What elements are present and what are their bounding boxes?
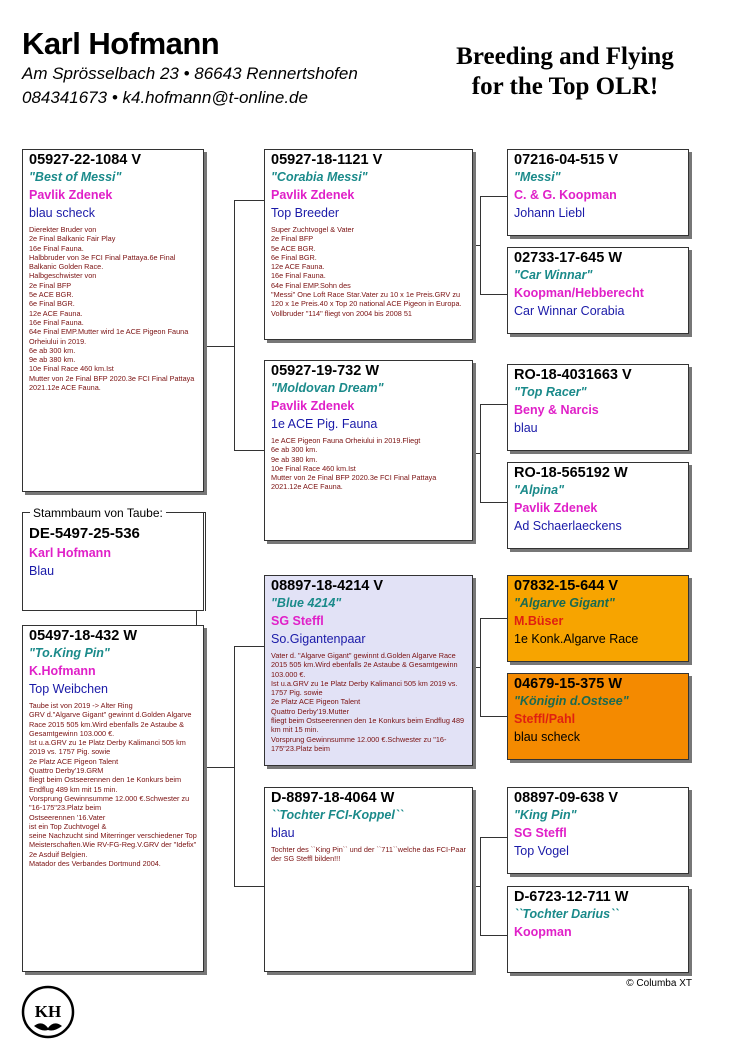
sire-sire-card	[264, 149, 473, 340]
slogan-line-1: Breeding and Flying	[456, 43, 674, 70]
connector	[203, 346, 235, 347]
ddd-breeder: Koopman	[514, 925, 572, 939]
sire-sire-color: Top Breeder	[271, 206, 340, 220]
connector	[205, 512, 206, 611]
sire-color: blau scheck	[29, 206, 96, 220]
ssd-ring: 02733-17-645 W	[514, 250, 623, 266]
ddd-ring: D-6723-12-711 W	[514, 889, 629, 905]
connector	[473, 886, 481, 887]
sds-name: "Top Racer"	[514, 385, 587, 399]
dam-color: Top Weibchen	[29, 682, 108, 696]
sire-sire-ring: 05927-18-1121 V	[271, 152, 383, 168]
dds-name: "King Pin"	[514, 808, 577, 822]
dam-dam-notes: Tochter des ``King Pin`` und der ``711``welche das FCI-Paar der SG Steffl bilden!!!	[271, 845, 466, 864]
dsd-card	[507, 673, 689, 760]
sire-dam-color: 1e ACE Pig. Fauna	[271, 417, 378, 431]
dam-ring: 05497-18-432 W	[29, 628, 138, 644]
owner-contact: 084341673 • k4.hofmann@t-online.de	[22, 88, 308, 107]
dsd-color: blau scheck	[514, 730, 581, 744]
sds-ring: RO-18-4031663 V	[514, 367, 632, 383]
sire-name: "Best of Messi"	[29, 170, 122, 184]
owner-address: Am Sprösselbach 23 • 86643 Rennertshofen	[22, 64, 358, 83]
sire-sire-notes: Super Zuchtvogel & Vater 2e Final BFP 5e ACE BGR. 6e Final BGR. 12e ACE Fauna. 16e Final Fauna. 64e Final EMP.Sohn des "Messi" One Loft Race Star.Vater zu 10 x 1e Preis.GRV zu 120 x 1e Preis.40 x Top 20 national ACE Pigeon in Europa. Vollbruder "114" fliegt von 2004 bis 2008 51	[271, 225, 462, 318]
connector	[480, 294, 507, 295]
dss-name: "Algarve Gigant"	[514, 596, 615, 610]
sire-sire-name: "Corabia Messi"	[271, 170, 368, 184]
dam-sire-ring: 08897-18-4214 V	[271, 578, 384, 594]
connector	[234, 886, 264, 887]
connector	[473, 245, 481, 246]
dam-notes: Taube ist von 2019 -> Alter Ring GRV d."Algarve Gigant" gewinnt d.Golden Algarve Race 2015 505 km.Wird ebenfalls 2e Astaube & Gesamtgewinn 103.000 €. Ist u.a.GRV zu 1e Platz Derby Kalimanci 505 km 2019 vs. 1757 Pig. sowie 2e Platz ACE Pigeon Talent Quattro Derby'19.GRM fliegt beim Ostseerennen den 1e Konkurs beim Endflug 489 km mit 15 min. Vorsprung Gewinnsumme 12.000 €.Schwester zu "16-175"23.Platz beim Ostseerennen '16.Vater ist ein Top Zuchtvogel & seine Nachzucht sind Miterringer verschiedener Top Meisterschaften.Wie RV-FG-Reg.V.GRV der "Idefix" 2e Asduif Belgien. Matador des Verbandes Dortmund 2004.	[29, 701, 197, 869]
dss-ring: 07832-15-644 V	[514, 578, 618, 594]
sire-dam-notes: 1e ACE Pigeon Fauna Orheiului in 2019.Fliegt 6e ab 300 km. 9e ab 380 km. 10e Final Race 460 km.Ist Mutter von 2e Final BFP 2020.3e FCI Final Pattaya 2021.12e ACE Fauna.	[271, 436, 437, 492]
sss-name: "Messi"	[514, 170, 561, 184]
sire-dam-card	[264, 360, 473, 541]
connector	[480, 404, 507, 405]
connector	[480, 935, 507, 936]
ssd-card	[507, 247, 689, 334]
sdd-breeder: Pavlik Zdenek	[514, 501, 598, 515]
sss-color: Johann Liebl	[514, 206, 585, 220]
dam-sire-card	[264, 575, 473, 766]
dam-dam-ring: D-8897-18-4064 W	[271, 790, 395, 806]
dss-color: 1e Konk.Algarve Race	[514, 632, 639, 646]
sss-ring: 07216-04-515 V	[514, 152, 618, 168]
subject-ring: DE-5497-25-536	[29, 525, 140, 542]
sire-dam-ring: 05927-19-732 W	[271, 363, 380, 379]
logo-text: KH	[34, 1002, 62, 1021]
dss-breeder: M.Büser	[514, 614, 564, 628]
sss-card	[507, 149, 689, 236]
dam-dam-color: blau	[271, 826, 295, 840]
sdd-name: "Alpina"	[514, 483, 565, 497]
connector	[480, 502, 507, 503]
dsd-breeder: Steffl/Pahl	[514, 712, 576, 726]
ddd-name: ``Tochter Darius``	[514, 907, 619, 921]
ssd-breeder: Koopman/Hebberecht	[514, 286, 644, 300]
connector	[234, 646, 235, 886]
ssd-color: Car Winnar Corabia	[514, 304, 625, 318]
sds-card	[507, 364, 689, 451]
dam-sire-name: "Blue 4214"	[271, 596, 342, 610]
subject-label: Stammbaum von Taube:	[30, 506, 166, 520]
sdd-card	[507, 462, 689, 549]
sds-breeder: Beny & Narcis	[514, 403, 599, 417]
sds-color: blau	[514, 421, 538, 435]
kh-logo-icon	[20, 984, 76, 1040]
sdd-color: Ad Schaerlaeckens	[514, 519, 622, 533]
sire-ring: 05927-22-1084 V	[29, 152, 142, 168]
sire-dam-breeder: Pavlik Zdenek	[271, 399, 355, 413]
dds-color: Top Vogel	[514, 844, 569, 858]
sire-notes: Dierekter Bruder von 2e Final Balkanic Fair Play 16e Final Fauna. Halbbruder von 3e FCI Final Pattaya.6e Final Balkanic Golden Race. Halbgeschwister von 2e Final BFP 5e ACE BGR. 6e Final BGR. 12e ACE Fauna. 16e Final Fauna. 64e Final EMP.Mutter wird 1e ACE Pigeon Fauna Orheiului in 2019. 6e ab 300 km. 9e ab 380 km. 10e Final Race 460 km.Ist Mutter von 2e Final BFP 2020.3e FCI Final Pattaya 2021.12e ACE Fauna.	[29, 225, 195, 393]
sire-breeder: Pavlik Zdenek	[29, 188, 113, 202]
connector	[196, 610, 197, 625]
copyright: © Columba XT	[626, 978, 692, 989]
slogan-line-2: for the Top OLR!	[471, 73, 659, 100]
sdd-ring: RO-18-565192 W	[514, 465, 628, 481]
sss-breeder: C. & G. Koopman	[514, 188, 617, 202]
subject-breeder: Karl Hofmann	[29, 546, 111, 560]
connector	[234, 200, 235, 450]
subject-color: Blau	[29, 564, 55, 578]
sire-sire-breeder: Pavlik Zdenek	[271, 188, 355, 202]
dam-sire-breeder: SG Steffl	[271, 614, 324, 628]
dds-card	[507, 787, 689, 874]
dsd-ring: 04679-15-375 W	[514, 676, 623, 692]
dam-card	[22, 625, 204, 972]
dam-dam-card	[264, 787, 473, 972]
slogan	[430, 42, 700, 102]
dam-breeder: K.Hofmann	[29, 664, 96, 678]
ssd-name: "Car Winnar"	[514, 268, 593, 282]
dam-sire-color: So.Gigantenpaar	[271, 632, 366, 646]
connector	[234, 200, 264, 201]
sire-dam-name: "Moldovan Dream"	[271, 381, 384, 395]
connector	[203, 767, 235, 768]
dds-breeder: SG Steffl	[514, 826, 567, 840]
connector	[480, 837, 507, 838]
connector	[480, 618, 507, 619]
dam-name: "To.King Pin"	[29, 646, 110, 660]
connector	[480, 716, 507, 717]
connector	[480, 196, 507, 197]
connector	[473, 453, 481, 454]
subject-card	[22, 512, 204, 611]
dam-sire-notes: Vater d. "Algarve Gigant" gewinnt d.Golden Algarve Race 2015 505 km.Wird ebenfalls 2e Astaube & Gesamtgewinn 103.000 €. Ist u.a.GRV zu 1e Platz Derby Kalimanci 505 km 2019 vs. 1757 Pig. sowie 2e Platz ACE Pigeon Talent Quattro Derby'19.Mutter fliegt beim Ostseerennen den 1e Konkurs beim Endflug 489 km mit 15 min. Vorsprung Gewinnsumme 12.000 €.Schwester zu "16-175"23.Platz beim	[271, 651, 465, 753]
connector	[473, 667, 481, 668]
sire-card	[22, 149, 204, 492]
dds-ring: 08897-09-638 V	[514, 790, 618, 806]
dam-dam-name: ``Tochter FCI-Koppel``	[271, 808, 404, 822]
dss-card	[507, 575, 689, 662]
owner-name: Karl Hofmann	[22, 26, 220, 61]
dsd-name: "Königin d.Ostsee"	[514, 694, 629, 708]
ddd-card	[507, 886, 689, 973]
connector	[234, 450, 264, 451]
connector	[234, 646, 264, 647]
